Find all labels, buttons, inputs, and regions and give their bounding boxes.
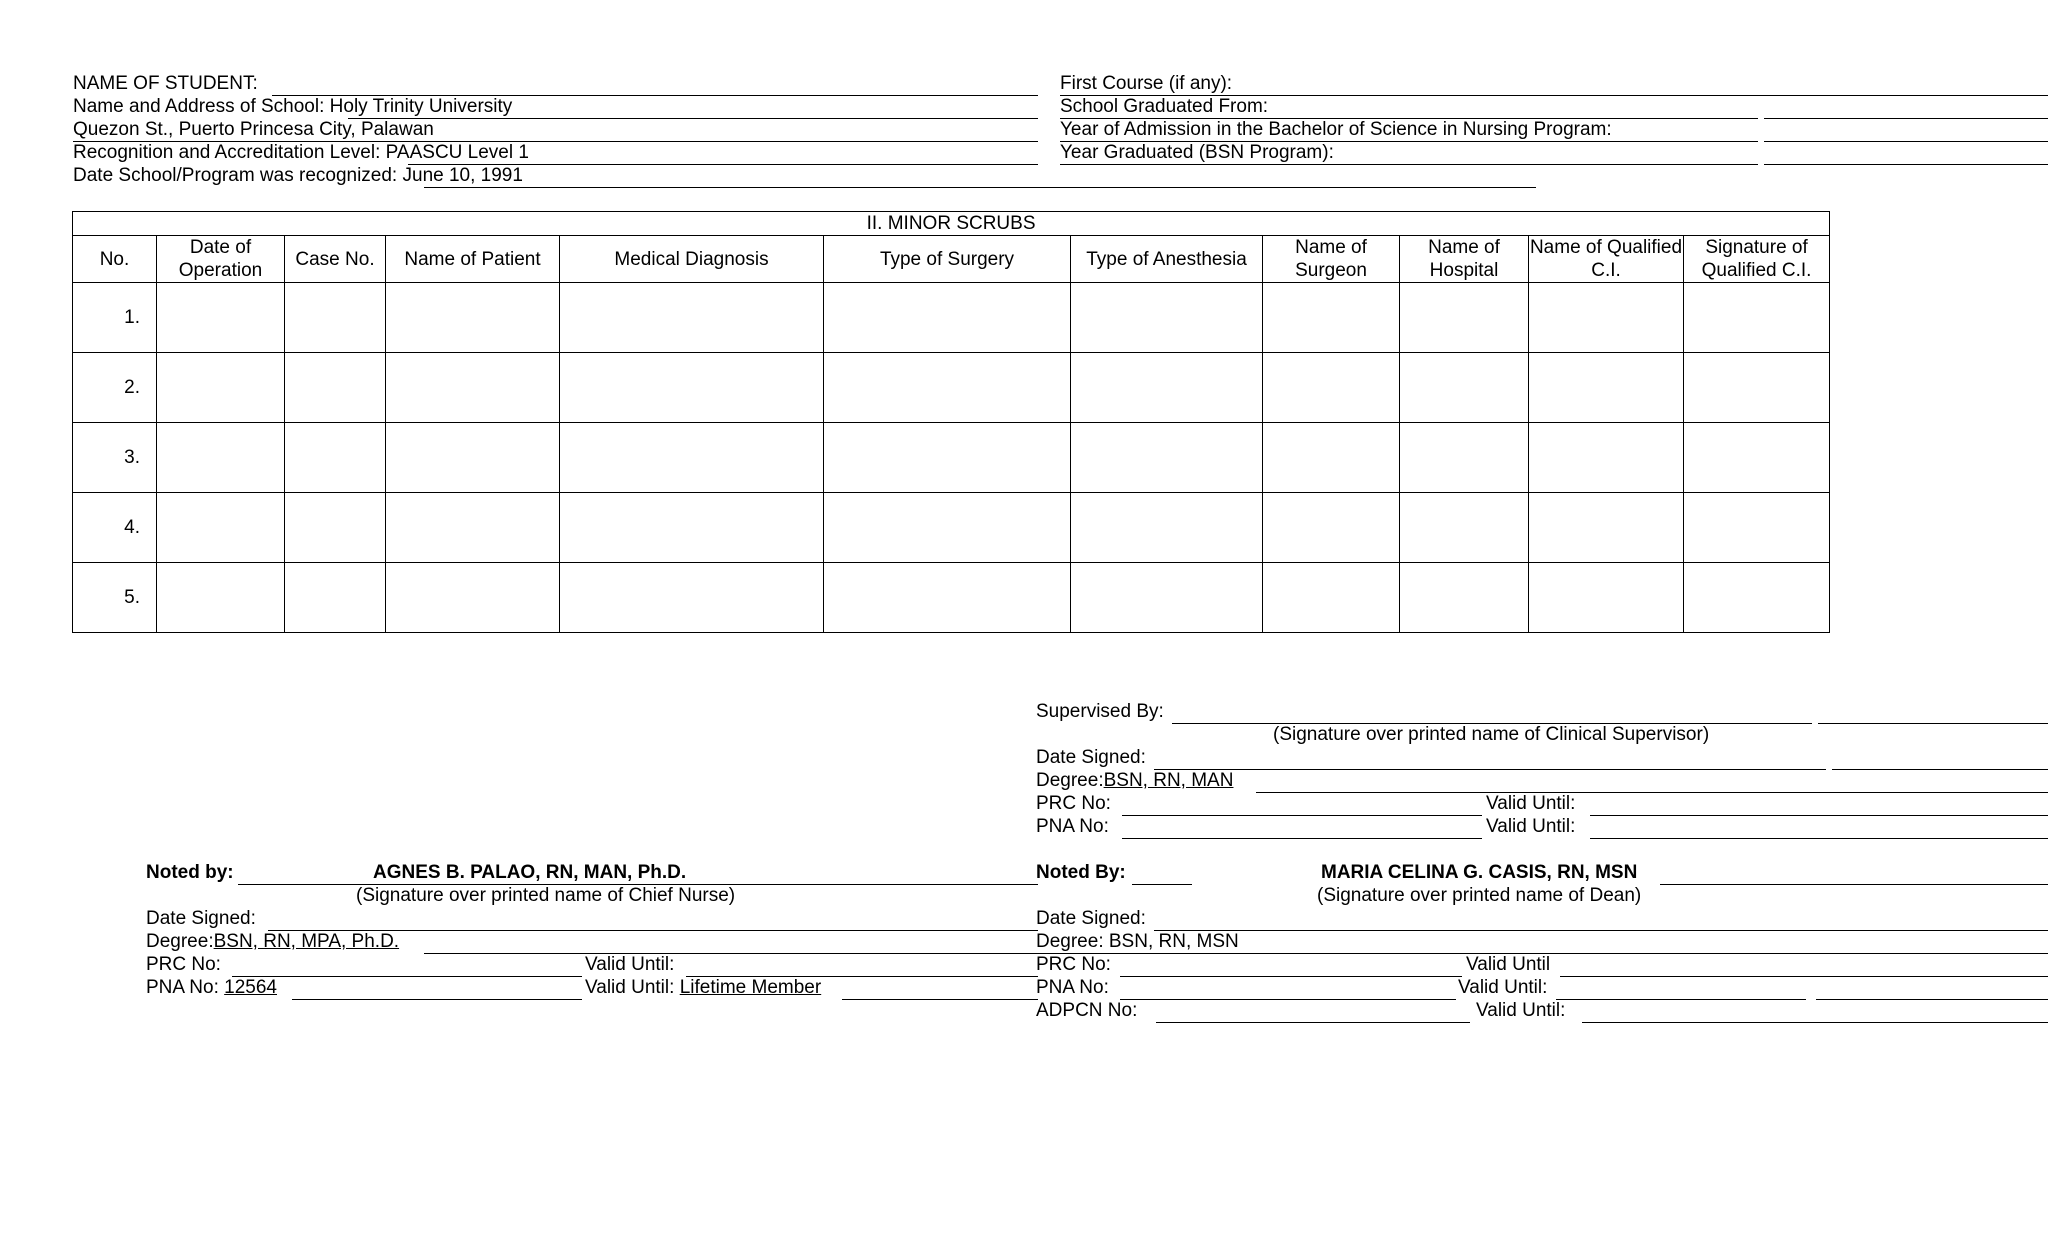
accreditation-value: PAASCU Level 1: [385, 142, 529, 163]
table-cell[interactable]: [1263, 563, 1400, 633]
supervised-degree-label: Degree:: [1036, 770, 1104, 791]
supervised-by-field-2[interactable]: [1818, 723, 2048, 724]
table-cell[interactable]: [1071, 563, 1263, 633]
noted-by-dean-label: Noted By:: [1036, 862, 1126, 883]
table-row: [73, 493, 1830, 563]
chief-degree-line: [146, 931, 399, 953]
table-cell[interactable]: [1400, 563, 1529, 633]
table-cell[interactable]: [560, 423, 824, 493]
dean-caption: (Signature over printed name of Dean): [1317, 885, 1642, 906]
table-cell[interactable]: [285, 353, 386, 423]
table-cell[interactable]: [1529, 353, 1684, 423]
table-cell[interactable]: [285, 563, 386, 633]
supervised-prc-field[interactable]: [1122, 815, 1482, 816]
accreditation-line: [73, 142, 529, 164]
table-cell[interactable]: [1684, 283, 1830, 353]
col-header-no: No.: [73, 236, 157, 283]
dean-prc-field[interactable]: [1120, 976, 1462, 977]
table-cell[interactable]: [1071, 353, 1263, 423]
row-number: 5.: [73, 563, 157, 633]
supervised-date-signed-field[interactable]: [1154, 769, 1826, 770]
table-cell[interactable]: [1263, 353, 1400, 423]
col-header-case-no: Case No.: [285, 236, 386, 283]
chief-degree-field[interactable]: [424, 953, 1038, 954]
chief-date-signed-label: Date Signed:: [146, 908, 256, 929]
supervised-prc-label: PRC No:: [1036, 793, 1111, 814]
school-graduated-field-2[interactable]: [1764, 118, 2048, 119]
supervised-date-signed-label: Date Signed:: [1036, 747, 1146, 768]
table-cell[interactable]: [386, 283, 560, 353]
chief-degree-value: BSN, RN, MPA, Ph.D.: [213, 931, 400, 952]
year-graduated-label: Year Graduated (BSN Program):: [1060, 142, 1334, 163]
school-line: [73, 96, 512, 118]
dean-adpcn-field[interactable]: [1156, 1022, 1470, 1023]
row-number: 3.: [73, 423, 157, 493]
table-cell[interactable]: [824, 353, 1071, 423]
table-cell[interactable]: [560, 563, 824, 633]
col-header-name-of-surgeon: Name of Surgeon: [1263, 236, 1400, 283]
table-title: II. MINOR SCRUBS: [73, 212, 1830, 236]
table-cell[interactable]: [1684, 493, 1830, 563]
noted-by-dean-field-2[interactable]: [1660, 884, 2048, 885]
chief-pna-field[interactable]: [292, 999, 582, 1000]
chief-prc-label: PRC No:: [146, 954, 221, 975]
noted-by-dean-field[interactable]: [1132, 884, 1192, 885]
year-graduated-field-2[interactable]: [1764, 164, 2048, 165]
row-number: 4.: [73, 493, 157, 563]
minor-scrubs-table: [72, 211, 1830, 633]
supervised-degree-field[interactable]: [1256, 792, 2048, 793]
table-cell[interactable]: [824, 423, 1071, 493]
accreditation-label: Recognition and Accreditation Level:: [73, 142, 381, 163]
noted-by-label: Noted by:: [146, 862, 234, 883]
chief-pna-line: [146, 977, 277, 999]
chief-pna-label: PNA No:: [146, 977, 219, 998]
col-header-name-of-patient: Name of Patient: [386, 236, 560, 283]
table-cell[interactable]: [1400, 493, 1529, 563]
table-cell[interactable]: [1071, 283, 1263, 353]
supervised-pna-label: PNA No:: [1036, 816, 1109, 837]
chief-prc-field[interactable]: [232, 976, 582, 977]
table-cell[interactable]: [157, 493, 285, 563]
dean-pna-valid-until-field-2[interactable]: [1816, 999, 2048, 1000]
school-address: Quezon St., Puerto Princesa City, Palawan: [73, 119, 434, 140]
table-cell[interactable]: [157, 423, 285, 493]
table-cell[interactable]: [1263, 283, 1400, 353]
col-header-date-of-operation: Date of Operation: [157, 236, 285, 283]
chief-prc-valid-until-label: Valid Until:: [585, 954, 675, 975]
dean-date-signed-label: Date Signed:: [1036, 908, 1146, 929]
dean-adpcn-valid-until-field[interactable]: [1582, 1022, 2048, 1023]
table-cell[interactable]: [824, 493, 1071, 563]
chief-pna-valid-until-line: [585, 977, 821, 999]
table-cell[interactable]: [386, 563, 560, 633]
col-header-medical-diagnosis: Medical Diagnosis: [560, 236, 824, 283]
col-header-signature-of-qualified-ci: Signature of Qualified C.I.: [1684, 236, 1830, 283]
table-header-row: [73, 236, 1830, 283]
dean-adpcn-valid-until-label: Valid Until:: [1476, 1000, 1566, 1021]
dean-degree: Degree: BSN, RN, MSN: [1036, 931, 1239, 952]
table-cell[interactable]: [1400, 353, 1529, 423]
col-header-name-of-qualified-ci: Name of Qualified C.I.: [1529, 237, 1683, 281]
table-cell[interactable]: [386, 353, 560, 423]
table-cell[interactable]: [386, 423, 560, 493]
school-label: Name and Address of School:: [73, 96, 325, 117]
dean-pna-label: PNA No:: [1036, 977, 1109, 998]
dean-adpcn-label: ADPCN No:: [1036, 1000, 1138, 1021]
table-row: [73, 353, 1830, 423]
table-cell[interactable]: [1684, 423, 1830, 493]
row-number: 2.: [73, 353, 157, 423]
table-cell[interactable]: [1529, 493, 1684, 563]
chief-pna-valid-until-label: Valid Until:: [585, 977, 675, 998]
table-cell[interactable]: [1684, 353, 1830, 423]
dean-name: MARIA CELINA G. CASIS, RN, MSN: [1321, 862, 1638, 883]
table-cell[interactable]: [157, 353, 285, 423]
dean-prc-valid-until-label: Valid Until: [1466, 954, 1551, 975]
table-cell[interactable]: [285, 493, 386, 563]
dean-pna-field[interactable]: [1120, 999, 1456, 1000]
chief-nurse-name: AGNES B. PALAO, RN, MAN, Ph.D.: [373, 862, 687, 883]
table-cell[interactable]: [560, 493, 824, 563]
chief-pna-valid-until-value: Lifetime Member: [679, 977, 822, 998]
school-field[interactable]: [348, 118, 1038, 119]
table-row: [73, 423, 1830, 493]
table-cell[interactable]: [157, 283, 285, 353]
table-cell[interactable]: [560, 353, 824, 423]
chief-pna-valid-until-field[interactable]: [842, 999, 1038, 1000]
table-cell[interactable]: [824, 563, 1071, 633]
name-of-student-label: NAME OF STUDENT:: [73, 73, 258, 94]
table-cell[interactable]: [157, 563, 285, 633]
chief-nurse-caption: (Signature over printed name of Chief Nurse): [356, 885, 736, 906]
table-cell[interactable]: [1071, 493, 1263, 563]
supervised-date-signed-field-2[interactable]: [1832, 769, 2048, 770]
col-header-type-of-surgery: Type of Surgery: [824, 236, 1071, 283]
supervised-pna-valid-until-field[interactable]: [1590, 838, 2048, 839]
table-cell[interactable]: [1400, 423, 1529, 493]
table-cell[interactable]: [560, 283, 824, 353]
table-cell[interactable]: [1263, 493, 1400, 563]
school-value: Holy Trinity University: [329, 96, 513, 117]
supervised-prc-valid-until-label: Valid Until:: [1486, 793, 1576, 814]
dean-pna-valid-until-label: Valid Until:: [1458, 977, 1548, 998]
school-graduated-label: School Graduated From:: [1060, 96, 1269, 117]
supervised-pna-field[interactable]: [1122, 838, 1482, 839]
supervised-by-label: Supervised By:: [1036, 701, 1164, 722]
year-admission-label: Year of Admission in the Bachelor of Science in Nursing Program:: [1060, 119, 1612, 140]
dean-prc-label: PRC No:: [1036, 954, 1111, 975]
dean-pna-valid-until-field[interactable]: [1556, 999, 1806, 1000]
supervised-prc-valid-until-field[interactable]: [1590, 815, 2048, 816]
dean-prc-valid-until-field[interactable]: [1560, 976, 2048, 977]
table-cell[interactable]: [1263, 423, 1400, 493]
supervisor-caption: (Signature over printed name of Clinical Supervisor): [1273, 724, 1710, 745]
year-graduated-field[interactable]: [1060, 164, 1758, 165]
table-cell[interactable]: [1400, 283, 1529, 353]
supervised-degree-line: [1036, 770, 1233, 792]
table-cell[interactable]: [285, 283, 386, 353]
dean-date-signed-field[interactable]: [1154, 930, 2048, 931]
table-cell[interactable]: [1529, 423, 1684, 493]
recognized-field[interactable]: [424, 187, 1536, 188]
table-cell[interactable]: [1529, 563, 1684, 633]
col-header-name-of-hospital: Name of Hospital: [1400, 236, 1529, 283]
table-cell[interactable]: [285, 423, 386, 493]
recognized-label: Date School/Program was recognized:: [73, 165, 398, 186]
table-cell[interactable]: [1071, 423, 1263, 493]
recognized-line: [73, 165, 523, 187]
col-header-type-of-anesthesia: Type of Anesthesia: [1071, 236, 1263, 283]
row-number: 1.: [73, 283, 157, 353]
recognized-value: June 10, 1991: [402, 165, 523, 186]
supervised-pna-valid-until-label: Valid Until:: [1486, 816, 1576, 837]
table-cell[interactable]: [386, 493, 560, 563]
table-cell[interactable]: [824, 283, 1071, 353]
year-admission-field-2[interactable]: [1764, 141, 2048, 142]
supervised-degree-value: BSN, RN, MAN: [1103, 770, 1234, 791]
table-row: [73, 563, 1830, 633]
chief-pna-value: 12564: [224, 977, 277, 998]
first-course-label: First Course (if any):: [1060, 73, 1233, 94]
table-row: [73, 283, 1830, 353]
table-cell[interactable]: [1684, 563, 1830, 633]
chief-degree-label: Degree:: [146, 931, 214, 952]
table-cell[interactable]: [1529, 283, 1684, 353]
